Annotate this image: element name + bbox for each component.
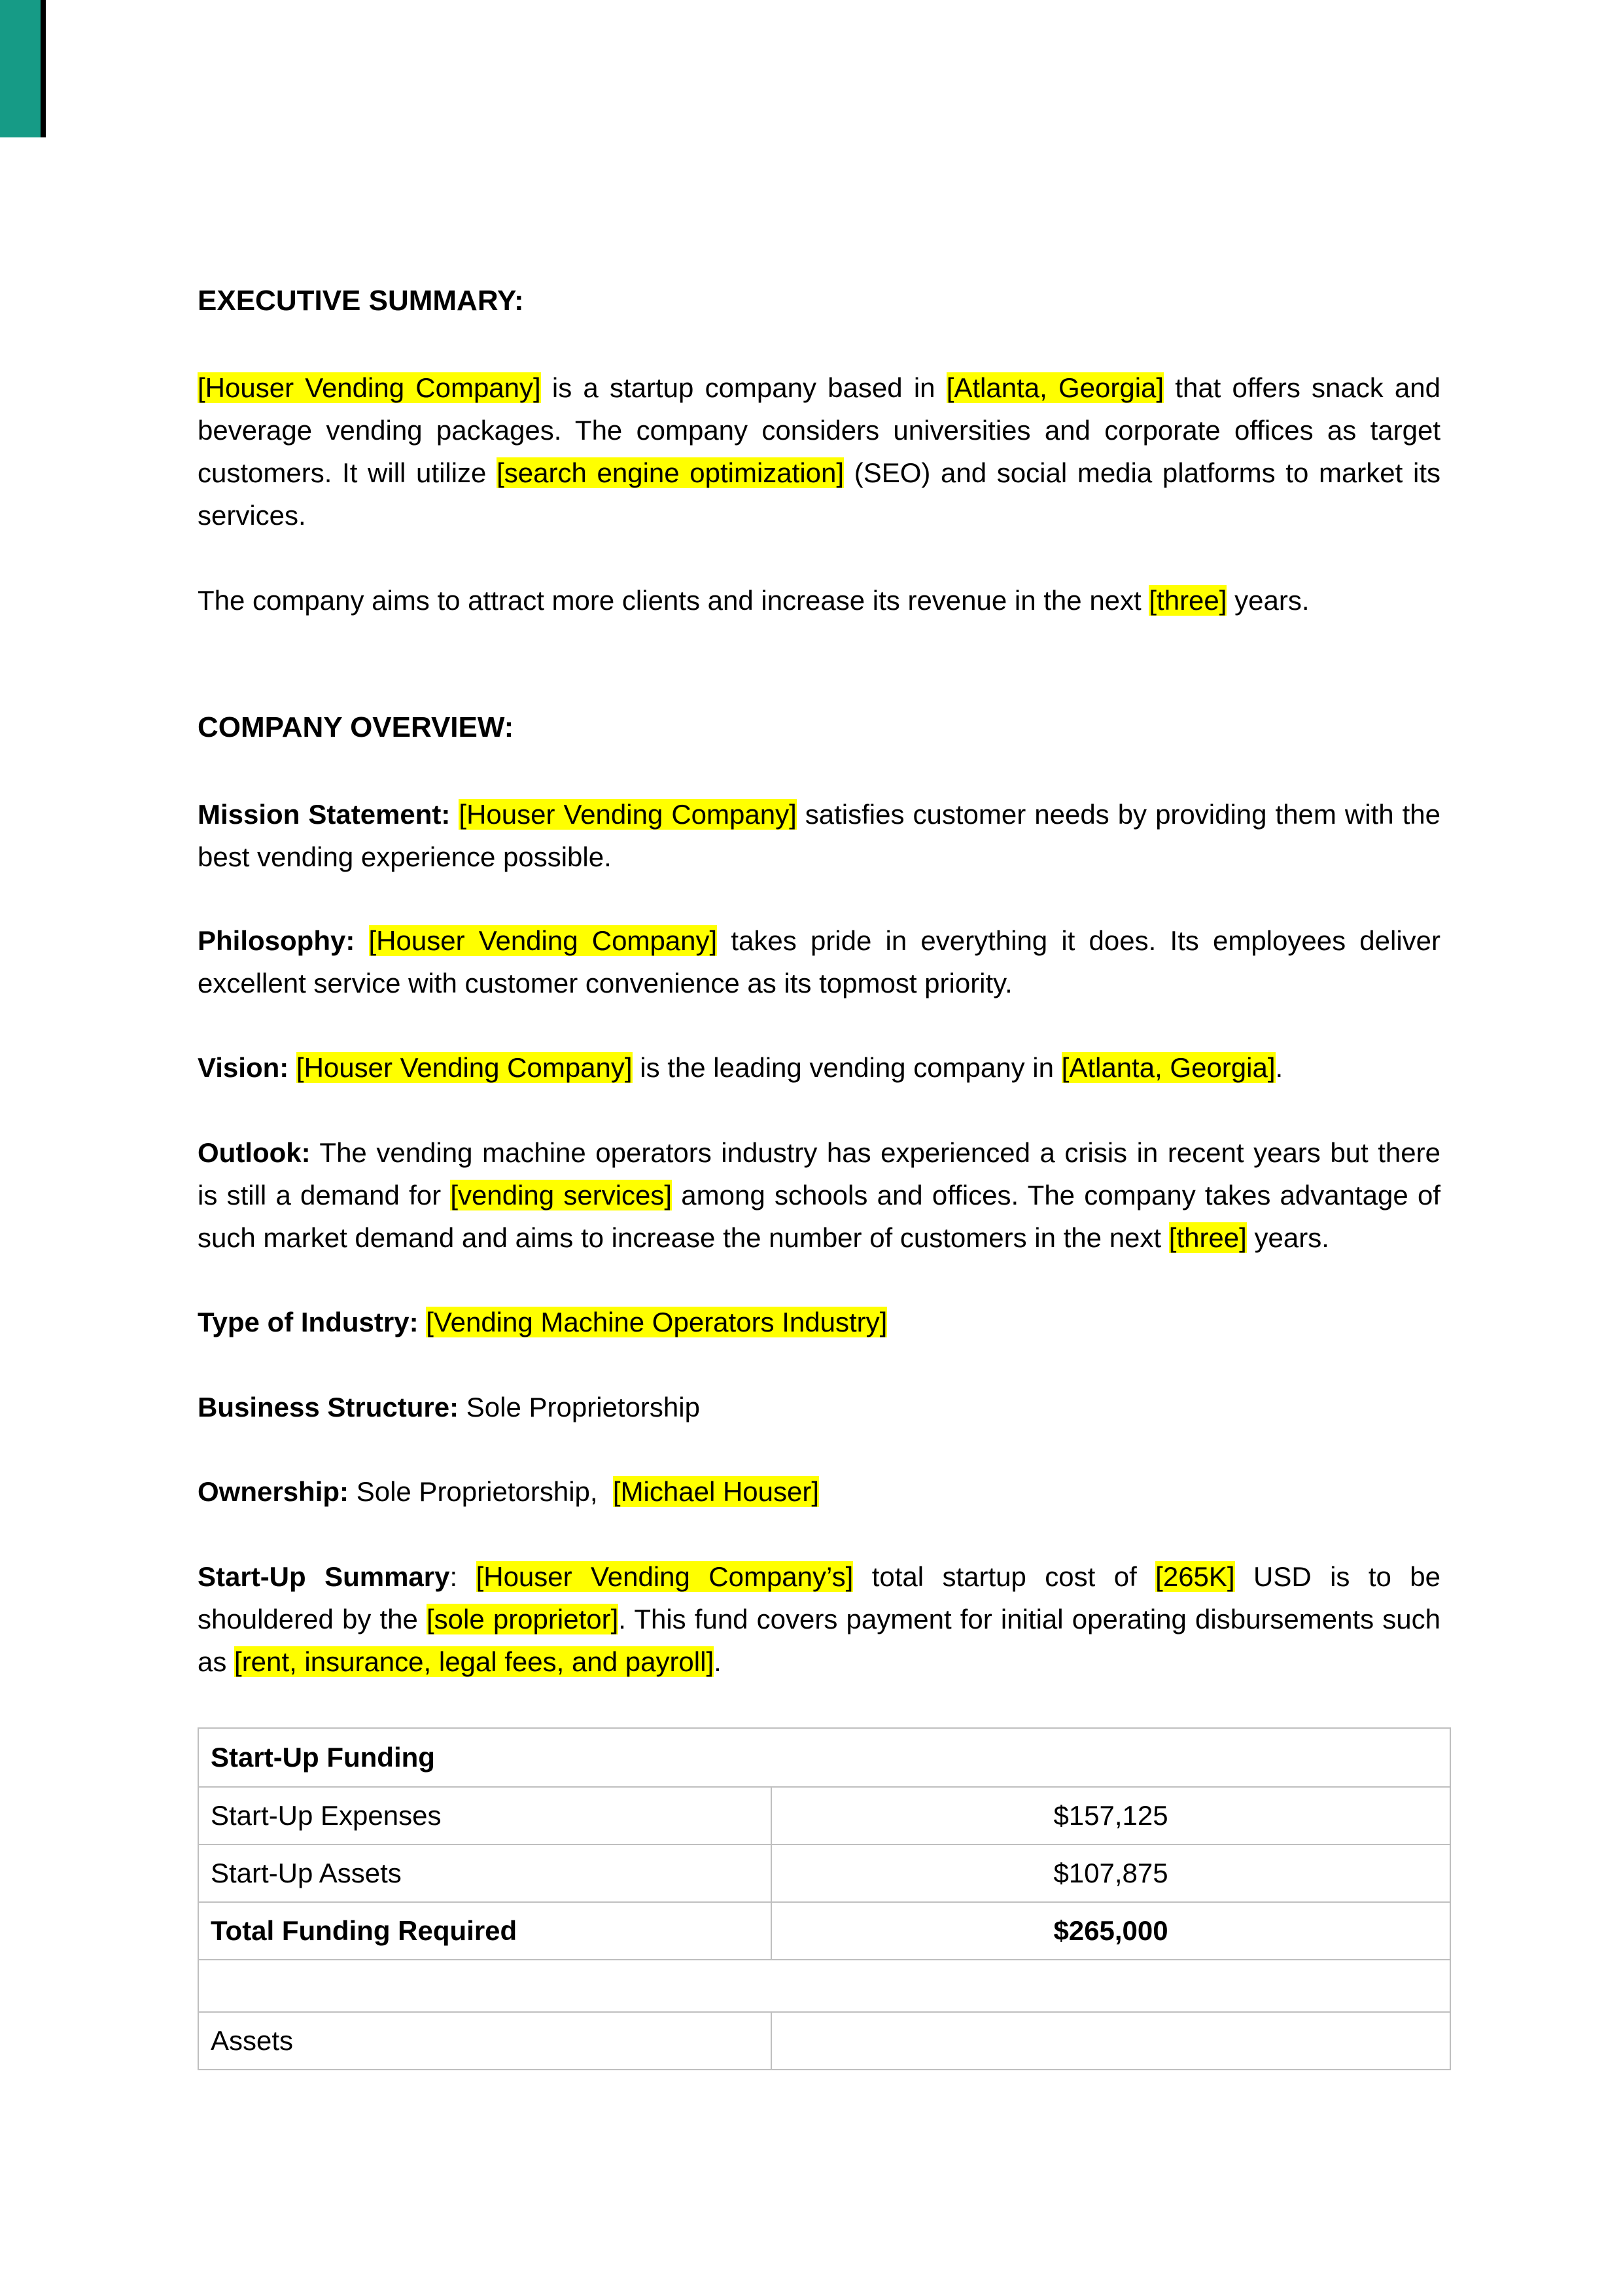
text-span: years. — [1246, 1222, 1329, 1253]
industry-label: Type of Industry: — [198, 1307, 427, 1337]
executive-goal-paragraph — [198, 579, 1440, 622]
placeholder-years: [three] — [1149, 585, 1227, 616]
row-label-cell: Start-Up Assets — [198, 1845, 771, 1902]
placeholder-industry: [Vending Machine Operators Industry] — [426, 1307, 888, 1337]
business-structure-paragraph — [198, 1386, 1440, 1428]
table-row-assets — [198, 2012, 1450, 2070]
text-span: years. — [1227, 585, 1310, 616]
placeholder-owner: [Michael Houser] — [612, 1476, 820, 1507]
table-empty-row — [198, 1960, 1450, 2012]
outlook-label: Outlook: — [198, 1137, 311, 1168]
text-span: . — [1275, 1052, 1283, 1083]
placeholder-services: [vending services] — [450, 1180, 672, 1210]
text-span: is the leading vending company in — [632, 1052, 1062, 1083]
placeholder-amount: [265K] — [1155, 1561, 1235, 1592]
placeholder-funder: [sole proprietor] — [426, 1604, 619, 1634]
ownership-label: Ownership: — [198, 1476, 349, 1507]
text-span: takes pride in everything it does. Its employees deliver excellent service with customer convenience as its topmost priority. — [198, 925, 1440, 998]
total-label-cell: Total Funding Required — [198, 1902, 771, 1960]
text-span: Sole Proprietorship — [459, 1392, 700, 1422]
placeholder-company: [Houser Vending Company] — [368, 925, 718, 956]
placeholder-location: [Atlanta, Georgia] — [946, 372, 1164, 403]
row-label-cell: Start-Up Expenses — [198, 1787, 771, 1845]
placeholder-company: [Houser Vending Company] — [459, 799, 797, 830]
mission-statement-paragraph — [198, 793, 1440, 878]
placeholder-years: [three] — [1168, 1222, 1247, 1253]
company-overview-heading: COMPANY OVERVIEW: — [198, 711, 514, 743]
text-span: satisfies customer needs by providing them with the best vending experience possible. — [198, 799, 1441, 872]
text-span: USD is to be shouldered by the — [198, 1561, 1440, 1634]
placeholder-company: [Houser Vending Company] — [296, 1052, 633, 1083]
structure-label: Business Structure: — [198, 1392, 459, 1422]
ownership-paragraph — [198, 1470, 1440, 1513]
table-row-total — [198, 1902, 1450, 1960]
vision-paragraph — [198, 1046, 1440, 1089]
mission-label: Mission Statement: — [198, 799, 459, 830]
text-span: The vending machine operators industry has experienced a crisis in recent years but there is still a demand for — [198, 1137, 1440, 1210]
industry-type-paragraph — [198, 1301, 1440, 1343]
table-row — [198, 1845, 1450, 1902]
startup-funding-table — [198, 1727, 1451, 2070]
startup-label: Start-Up Summary — [198, 1561, 450, 1592]
executive-summary-heading: EXECUTIVE SUMMARY: — [198, 285, 524, 317]
assets-label-cell: Assets — [198, 2012, 771, 2070]
placeholder-company: [Houser Vending Company] — [198, 372, 541, 403]
placeholder-company-possessive: [Houser Vending Company’s] — [476, 1561, 854, 1592]
text-span: : — [449, 1561, 476, 1592]
placeholder-disbursements: [rent, insurance, legal fees, and payroll] — [234, 1646, 714, 1677]
table-title-cell: Start-Up Funding — [198, 1728, 1450, 1787]
text-span: The company aims to attract more clients and increase its revenue in the next — [198, 585, 1149, 616]
vision-label: Vision: — [198, 1052, 296, 1083]
row-value-cell: $157,125 — [771, 1787, 1450, 1845]
text-span: total startup cost of — [853, 1561, 1156, 1592]
row-value-cell: $107,875 — [771, 1845, 1450, 1902]
philosophy-label: Philosophy: — [198, 925, 369, 956]
table-row — [198, 1787, 1450, 1845]
startup-summary-paragraph — [198, 1555, 1440, 1683]
corner-accent-bar — [0, 0, 42, 137]
text-span: among schools and offices. The company takes advantage of such market demand and aims to increase the number of customers in the next — [198, 1180, 1440, 1253]
text-span: . This fund covers payment for initial operating disbursements such as — [198, 1604, 1440, 1677]
placeholder-location: [Atlanta, Georgia] — [1061, 1052, 1276, 1083]
text-span: is a startup company based in — [540, 372, 947, 403]
outlook-paragraph — [198, 1131, 1440, 1259]
total-value-cell: $265,000 — [771, 1902, 1450, 1960]
assets-value-cell — [771, 2012, 1450, 2070]
text-span: . — [714, 1646, 722, 1677]
corner-accent-edge — [41, 0, 46, 137]
text-span: Sole Proprietorship, — [349, 1476, 613, 1507]
text-span: that offers snack and beverage vending packages. The company considers universities and corporate offices as target customers. It will utilize — [198, 372, 1441, 488]
empty-cell — [198, 1960, 1450, 2012]
placeholder-marketing: [search engine optimization] — [497, 457, 845, 488]
executive-summary-paragraph — [198, 366, 1440, 537]
table-header-row — [198, 1728, 1450, 1787]
text-span: (SEO) and social media platforms to market its services. — [198, 457, 1440, 531]
philosophy-paragraph — [198, 919, 1440, 1004]
